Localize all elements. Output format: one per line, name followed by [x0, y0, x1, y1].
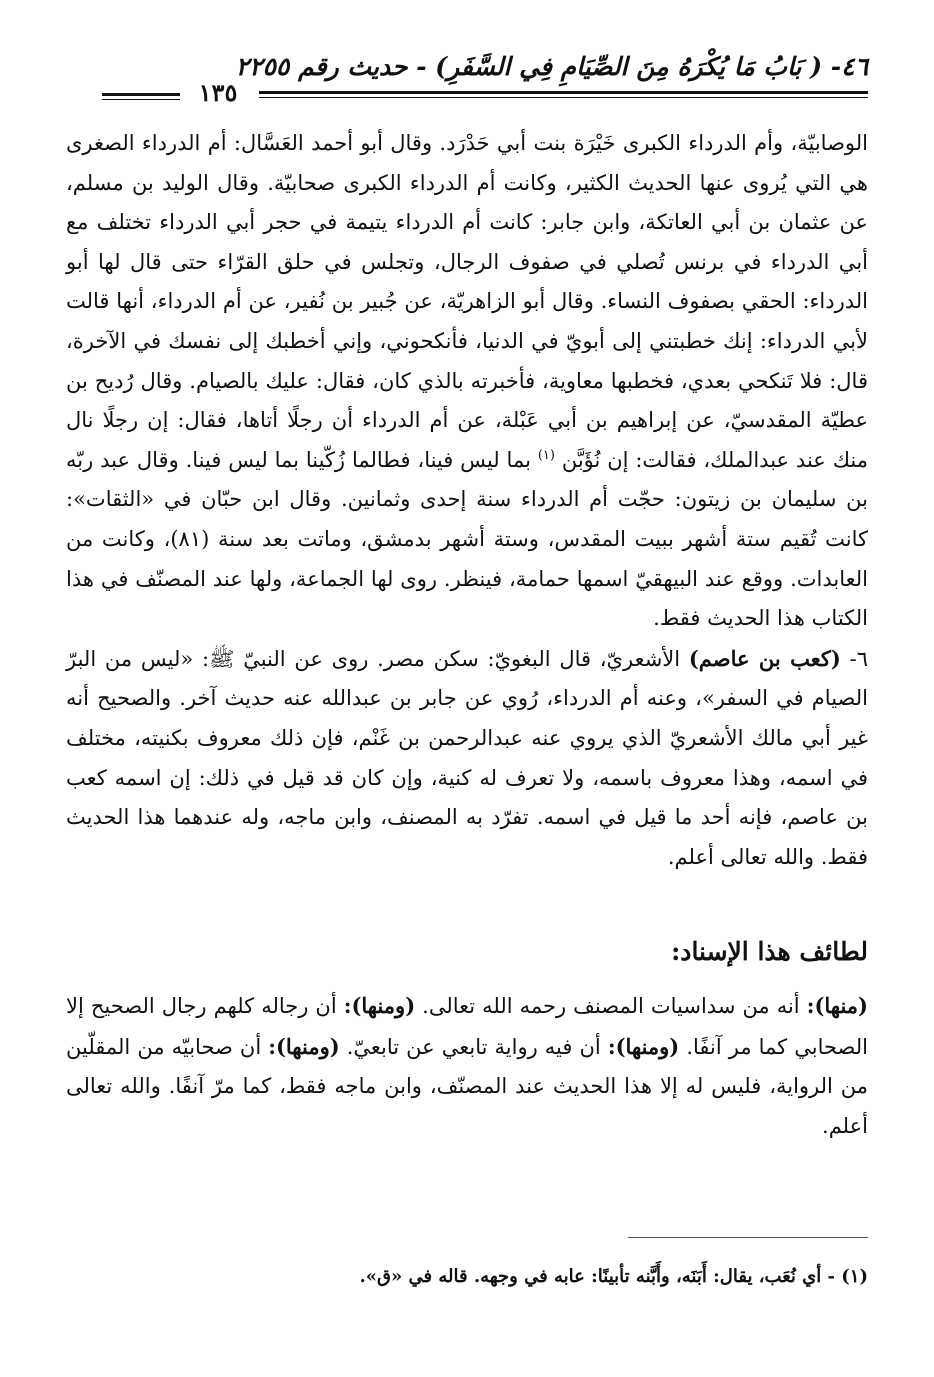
main-text [66, 124, 868, 877]
benefit-text: أن فيه رواية تابعي عن تابعيّ. [346, 1034, 601, 1059]
running-header-title: ٤٦- ( بَابُ مَا يُكْرَهُ مِنَ الصِّيَامِ فِي السَّفَرِ) - حديث رقم ٢٢٥٥ [235, 52, 868, 81]
benefit-label: (ومنها): [607, 1033, 680, 1059]
benefit-label: (ومنها): [268, 1033, 340, 1059]
benefit-text: أن صحابيّه من المقلّين من الرواية، فليس له إلا هذا الحديث عند المصنّف، وابن ماجه فقط، كما مرّ آنفًا. والله تعالى أعلم. [66, 1034, 868, 1138]
page-number: ١٣٥ [198, 78, 238, 107]
footnote: (١) - أي نُعَب، يقال: أَبَنَه، وأَبَّنه تأبينًا: عابه في وجهه. قاله في «ق». [359, 1266, 868, 1287]
benefit-text: أن رجاله كلهم رجال الصحيح إلا الصحابي كما مر آنفًا. [66, 994, 868, 1059]
footnote-rule [628, 1237, 868, 1238]
paragraph-umm-darda [66, 124, 868, 639]
paragraph-text: الوصابيّة، وأم الدرداء الكبرى خَيْرَة بنت أبي حَدْرَد. وقال أبو أحمد العَسَّال: أم الدرداء الصغرى هي التي يُروى عنها الحديث الكثير، وكانت أم الدرداء الكبرى صحابيّة. وقال الوليد بن مسلم، عن عثمان بن أبي العاتكة، وابن جابر: كانت أم الدرداء يتيمة في حجر أبي الدرداء تختلف مع أبي الدرداء في برنس تُصلي في صفوف الرجال، وتجلس في حلق القرّاء حتى قال لها أبو الدرداء: الحقي بصفوف النساء. وقال أبو الزاهريّة، عن جُبير بن نُفير، عن أم الدرداء، أنها قالت لأبي الدرداء: إنك خطبتني إلى أبويّ في الدنيا، فأنكحوني، وإني أخطبك إلى نفسك في الآخرة، قال: فلا تَنكحي بعدي، فخطبها معاوية، فأخبرته بالذي كان، فقال: عليك بالصيام. وقال رُديح بن عطيّة المقدسيّ، عن إبراهيم بن أبي عَبْلة، عن أم الدرداء أن رجلًا أتاها، فقال: إن رجلًا نال منك عند عبدالملك، فقالت: إن نُؤَبَّن [66, 131, 868, 472]
narrator-name: (كعب بن عاصم) [688, 645, 841, 671]
benefits-paragraph [66, 986, 868, 1146]
section-heading: لطائف هذا الإسناد: [671, 937, 868, 966]
header-rule [259, 91, 868, 98]
paragraph-narrator-6 [66, 639, 868, 878]
narrator-number: ٦- [849, 646, 868, 671]
paragraph-text-continued: بما ليس فينا، فطالما زُكّينا بما ليس فينا. وقال عبد ربّه بن سليمان بن زيتون: حجّت أم الدرداء سنة إحدى وثمانين. وقال ابن حبّان في «الثقات»: كانت تُقيم ستة أشهر ببيت المقدس، وستة أشهر بدمشق، وماتت بعد سنة (٨١)، وكانت من العابدات. ووقع عند البيهقيّ اسمها حمامة، فينظر. روى لها الجماعة، ولها عند المصنّف في هذا الكتاب هذا الحديث فقط. [66, 447, 869, 631]
benefit-label: (ومنها): [343, 993, 416, 1018]
isnad-benefits [66, 986, 868, 1146]
page-number-rule [102, 93, 180, 100]
benefit-label: (منها): [806, 993, 868, 1018]
narrator-bio: الأشعريّ، قال البغويّ: سكن مصر. روى عن النبيّ ﷺ: «ليس من البرّ الصيام في السفر»، وعنه أم الدرداء، رُوي عن جابر بن عبدالله عنه حديث آخر. والصحيح أنه غير أبي مالك الأشعريّ الذي يروي عنه عبدالرحمن بن غَنْم، فإن ذلك معروف بكنيته، مختلف في اسمه، وهذا معروف باسمه، ولا تعرف له كنية، وإن كان قد قيل في ذلك: إن اسمه كعب بن عاصم، فإنه أحد ما قيل في اسمه. تفرّد به المصنف، وابن ماجه، وله عندهما هذا الحديث فقط. والله تعالى أعلم. [66, 646, 868, 869]
benefit-text: أنه من سداسيات المصنف رحمه الله تعالى. [422, 994, 800, 1018]
footnote-reference[interactable]: (١) [537, 447, 555, 463]
